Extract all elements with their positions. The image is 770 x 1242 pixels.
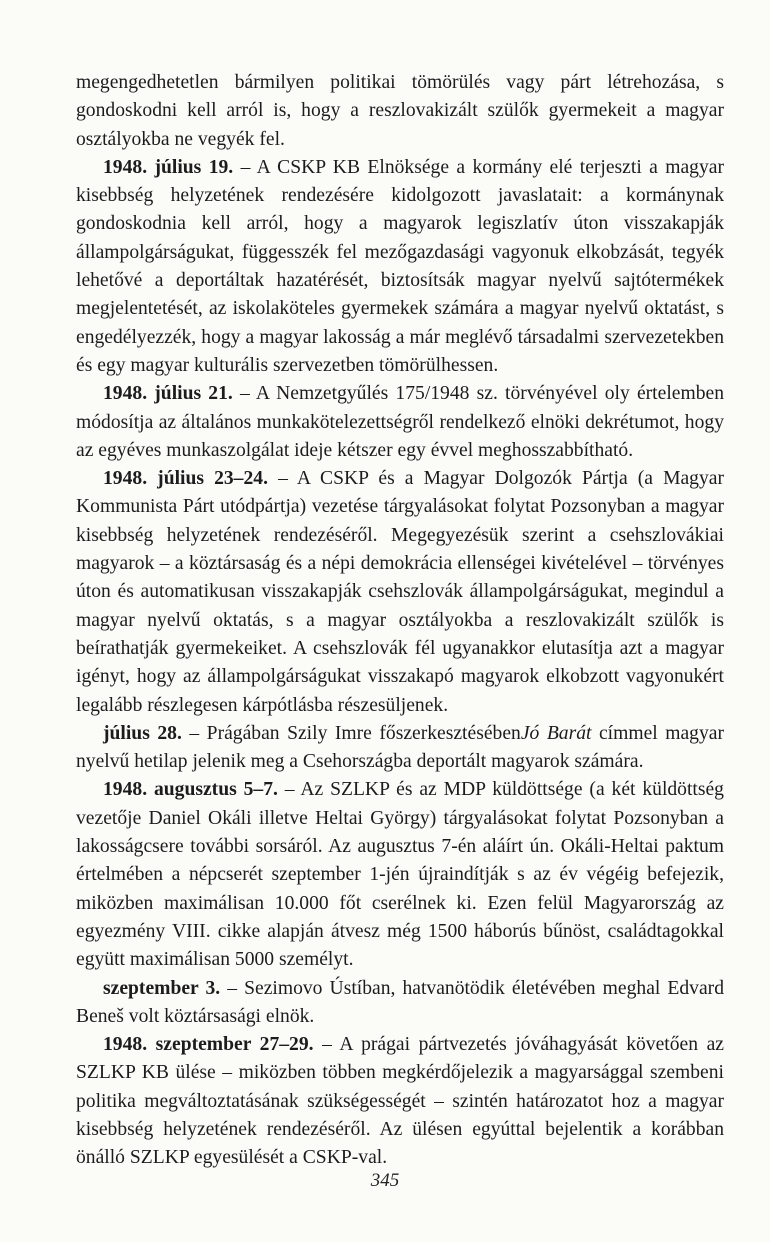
entry-text: – Prágában Szily Imre főszerkesztésében — [181, 722, 521, 744]
entry-date: 1948. július 21. — [103, 383, 233, 405]
entry-text: – A prágai pártvezetés jóváhagyását követően az SZLKP KB ülése – miközben többen megkérdőjelezik a magyarsággal szembeni politika megváltoztatásának szükségességét – szintén határozatot hoz a magyar kisebbség helyzetének rendezéséről. Az ülésen egyúttal bejelentik a korábban önálló SZLKP egyesülését a CSKP-val. — [76, 1034, 724, 1169]
periodical-title: Jó Barát — [520, 722, 592, 744]
entry-text-continued: címmel magyar nyelvű hetilap jelenik meg a Csehországba deportált magyarok számára. — [76, 722, 724, 773]
entry-1948-09-27 — [76, 1031, 724, 1172]
entry-date: szeptember 3. — [103, 977, 221, 999]
entry-1948-07-19 — [76, 154, 724, 380]
page-body — [76, 69, 724, 1173]
entry-1948-07-23 — [76, 465, 724, 720]
entry-text: – A CSKP KB Elnöksége a kormány elé terjeszti a magyar kisebbség helyzetének rendezésére kidolgozott javaslatait: a kormánynak gondoskodnia kell arról, hogy a magyarok legiszlatív úton visszakapják állampolgárságukat, függesszék fel mezőgazdasági vagyonuk elkobzását, tegyék lehetővé a deportáltak hazatérését, biztosítsák magyar nyelvű sajtótermékek megjelentetését, az iskolaköteles gyermekek számára a magyar nyelvű oktatást, s engedélyezzék, hogy a magyar lakosság a már meglévő társadalmi szervezetekben és egy magyar kulturális szervezetben tömörülhessen. — [76, 156, 724, 376]
entry-date: 1948. augusztus 5–7. — [103, 779, 278, 801]
entry-1948-07-28 — [76, 720, 724, 777]
entry-date: 1948. július 23–24. — [103, 468, 268, 490]
entry-text: – A CSKP és a Magyar Dolgozók Pártja (a Magyar Kommunista Párt utódpártja) vezetése tárgyalásokat folytat Pozsonyban a magyar kisebbség helyzetének rendezéséről. Megegyezésük szerint a csehszlovákiai magyarok – a köztársaság és a népi demokrácia ellenségei kivételével – törvényes úton és automatikusan visszakapják csehszlovák állampolgárságukat, megindul a magyar nyelvű oktatás, s a magyar osztályokba a reszlovakizált szülők is beírathatják gyermekeiket. A csehszlovák fél ugyanakkor elutasítja azt a magyar igényt, hogy az állampolgárságukat visszakapó magyarok elkobzott vagyonukért legalább részlegesen kárpótlásba részesüljenek. — [76, 468, 724, 716]
entry-date: július 28. — [103, 722, 182, 744]
entry-date: 1948. július 19. — [103, 156, 234, 178]
entry-text: – A Nemzetgyűlés 175/1948 sz. törvényével oly értelemben módosítja az általános munkakötelezettségről rendelkező elnöki dekrétumot, hogy az egyéves munkaszolgálat ideje kétszer egy évvel meghosszabbítható. — [76, 383, 724, 461]
entry-1948-08-05 — [76, 776, 724, 974]
entry-1948-09-03 — [76, 975, 724, 1032]
entry-date: 1948. szeptember 27–29. — [103, 1034, 314, 1056]
page-number: 345 — [370, 1170, 400, 1191]
paragraph-continuation — [76, 69, 724, 154]
entry-1948-07-21 — [76, 380, 724, 465]
entry-text: – Sezimovo Ústíban, hatvanötödik életévében meghal Edvard Beneš volt köztársasági elnök. — [76, 977, 724, 1027]
entry-text: – Az SZLKP és az MDP küldöttsége (a két küldöttség vezetője Daniel Okáli illetve Heltai György) tárgyalásokat folytat Pozsonyban a lakosságcsere további sorsáról. Az augusztus 7-én aláírt ún. Okáli-Heltai paktum értelmében a népcserét szeptember 1-jén újraindítják s az év végéig befejezik, miközben maximálisan 10.000 főt cserélnek ki. Ezen felül Magyarország az egyezmény VIII. cikke alapján átvesz még 1500 háborús bűnöst, családtagokkal együtt maximálisan 5000 személyt. — [76, 779, 724, 971]
paragraph-text: megengedhetetlen bármilyen politikai tömörülés vagy párt létrehozása, s gondoskodni kell arról is, hogy a reszlovakizált szülők gyermekeit a magyar osztályokba ne vegyék fel. — [76, 72, 724, 150]
